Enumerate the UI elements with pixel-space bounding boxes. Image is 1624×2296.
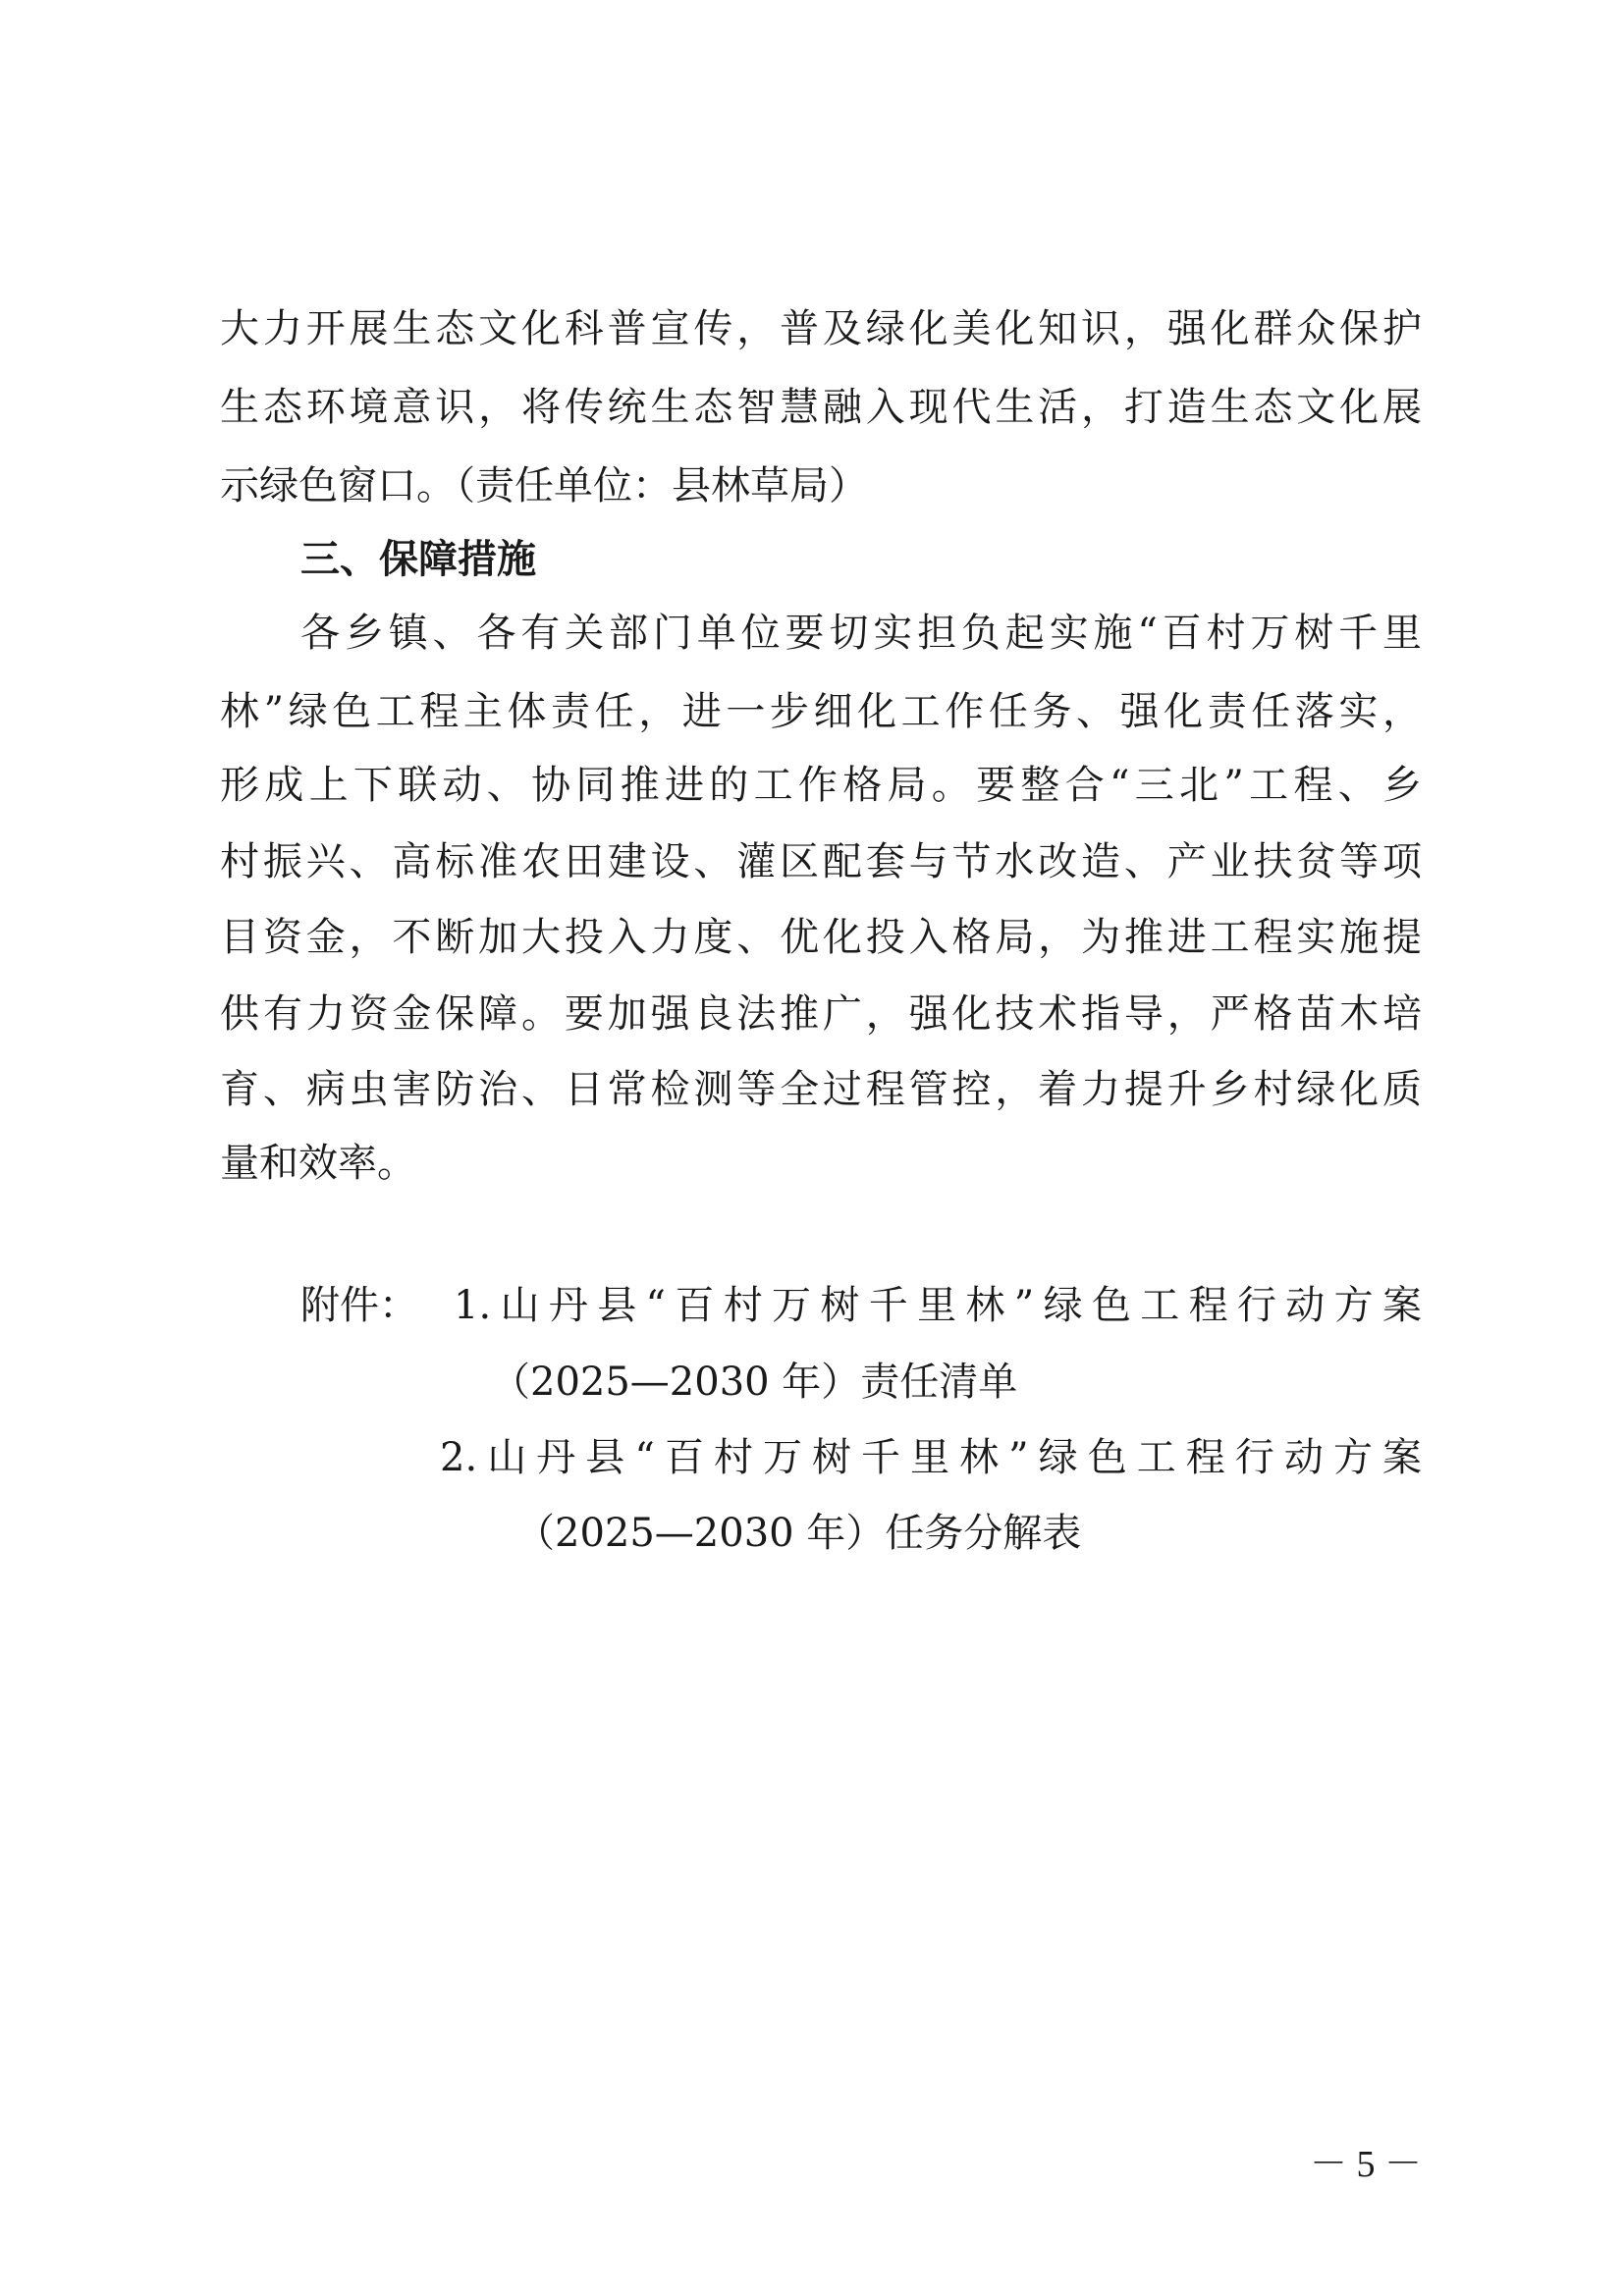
paragraph-1-line-2: 生态环境意识，将传统生态智慧融入现代生活，打造生态文化展 — [220, 385, 1422, 430]
paragraph-2-line-1: 各乡镇、各有关部门单位要切实担负起实施“百村万树千里 — [300, 611, 1422, 656]
paragraph-2-line-3: 形成上下联动、协同推进的工作格局。要整合“三北”工程、乡 — [220, 763, 1422, 808]
paragraph-2-line-8: 量和效率。 — [220, 1141, 416, 1186]
attachment-1-line-2: （2025—2030 年）责任清单 — [491, 1360, 1018, 1405]
attachment-1-line-1: 1.山丹县“百村万树千里林”绿色工程行动方案 — [454, 1283, 1422, 1328]
paragraph-2-line-6: 供有力资金保障。要加强良法推广，强化技术指导，严格苗木培 — [220, 991, 1422, 1037]
section-heading: 三、保障措施 — [300, 537, 536, 582]
paragraph-1-line-1: 大力开展生态文化科普宣传，普及绿化美化知识，强化群众保护 — [220, 306, 1422, 351]
attachment-2-line-2: （2025—2030 年）任务分解表 — [515, 1511, 1082, 1556]
paragraph-2-line-7: 育、病虫害防治、日常检测等全过程管控，着力提升乡村绿化质 — [220, 1067, 1422, 1112]
paragraph-2-line-5: 目资金，不断加大投入力度、优化投入格局，为推进工程实施提 — [220, 915, 1422, 960]
paragraph-1-line-3: 示绿色窗口。（责任单位：县林草局） — [220, 463, 868, 508]
paragraph-2-line-2: 林”绿色工程主体责任，进一步细化工作任务、强化责任落实， — [220, 689, 1422, 734]
paragraph-2-line-4: 村振兴、高标准农田建设、灌区配套与节水改造、产业扶贫等项 — [220, 839, 1422, 884]
attachments-label: 附件： — [300, 1283, 418, 1328]
attachment-2-line-1: 2.山丹县“百村万树千里林”绿色工程行动方案 — [440, 1435, 1422, 1480]
page-number: － 5 － — [1309, 2144, 1422, 2185]
